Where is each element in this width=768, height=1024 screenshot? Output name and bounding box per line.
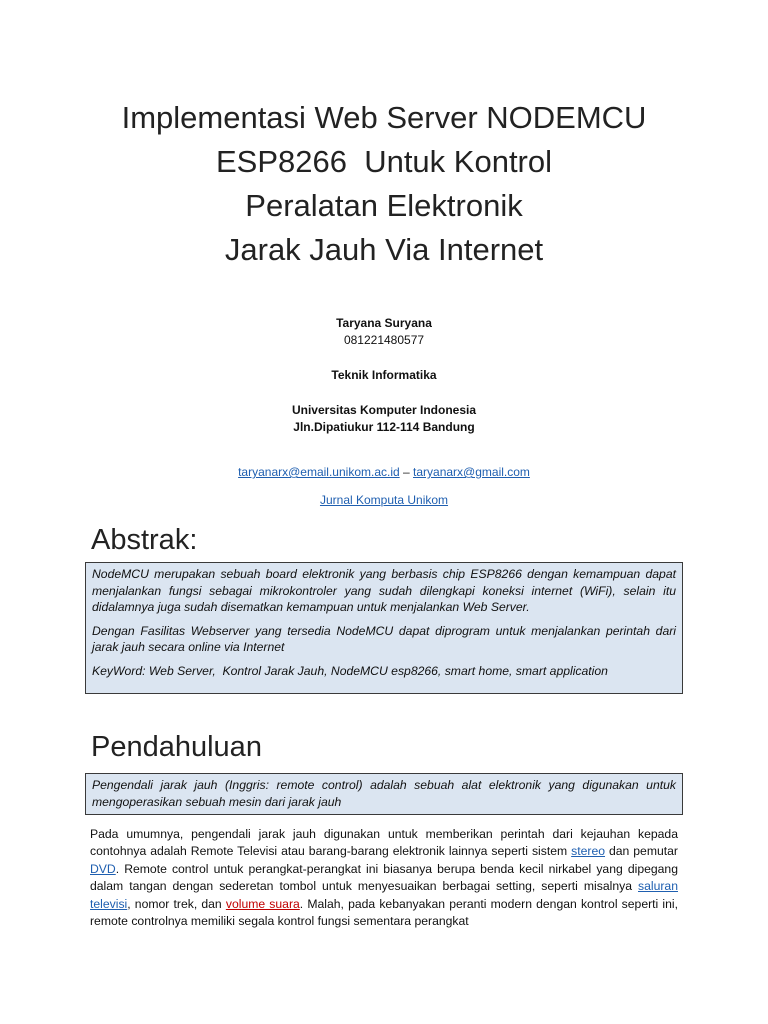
title-line-2: ESP8266 Untuk Kontrol xyxy=(215,144,553,179)
email-link-gmail[interactable]: taryanarx@gmail.com xyxy=(413,465,530,479)
email-separator: – xyxy=(399,465,414,479)
email-link-unikom[interactable]: taryanarx@email.unikom.ac.id xyxy=(238,465,400,479)
journal-line xyxy=(0,492,768,509)
author-university: Universitas Komputer Indonesia xyxy=(291,403,477,417)
email-line xyxy=(0,464,768,481)
abstract-paragraph-2: Dengan Fasilitas Webserver yang tersedia NodeMCU dapat diprogram untuk menjalankan perintah dari jarak jauh secara online via Internet xyxy=(92,623,676,654)
intro-box-text: Pengendali jarak jauh (Inggris: remote control) adalah sebuah alat elektronik yang digunakan untuk mengoperasikan sebuah mesin dari jarak jauh xyxy=(92,778,676,809)
abstract-box xyxy=(85,562,683,694)
author-address: Jln.Dipatiukur 112-114 Bandung xyxy=(293,420,475,434)
intro-box xyxy=(85,773,683,815)
title-line-4: Jarak Jauh Via Internet xyxy=(224,232,544,267)
title-line-1: Implementasi Web Server NODEMCU xyxy=(121,100,647,135)
paper-title xyxy=(0,96,768,272)
intro-text-part-1: Pada umumnya, pengendali jarak jauh digunakan untuk memberikan perintah dari kejauhan kepada contohnya adalah Remote Televisi atau barang-barang elektronik lainnya seperti sistem xyxy=(90,827,678,859)
abstract-keywords: KeyWord: Web Server, Kontrol Jarak Jauh, NodeMCU esp8266, smart home, smart application xyxy=(92,663,608,678)
abstract-paragraph-1: NodeMCU merupakan sebuah board elektronik yang berbasis chip ESP8266 dengan kemampuan dapat menjalankan fungsi sebagai mikrokontroler yang sudah dilengkapi koneksi internet (WiFi), selain itu didalamnya juga sudah disematkan kemampuan untuk menjalankan Web Server. xyxy=(92,567,676,614)
intro-paragraph xyxy=(90,826,678,930)
intro-text-part-3: . Remote control untuk perangkat-perangkat ini biasanya berupa benda kecil nirkabel yang dipegang dalam tangan dengan sederetan tombol untuk menyesuaikan berbagai setting, seperti misalnya xyxy=(90,861,678,894)
journal-link[interactable]: Jurnal Komputa Unikom xyxy=(319,493,449,507)
link-stereo[interactable]: stereo xyxy=(571,844,606,859)
link-volume-suara[interactable]: volume suara xyxy=(225,896,300,911)
intro-heading: Pendahuluan xyxy=(91,731,262,763)
intro-text-part-4: , nomor trek, dan xyxy=(127,896,226,911)
title-line-3: Peralatan Elektronik xyxy=(245,188,523,223)
abstract-heading: Abstrak: xyxy=(91,524,198,556)
author-name: Taryana Suryana xyxy=(336,316,432,330)
link-saluran-televisi[interactable]: saluran televisi xyxy=(90,879,678,911)
author-phone: 081221480577 xyxy=(343,333,425,347)
author-department: Teknik Informatika xyxy=(331,368,437,382)
link-dvd[interactable]: DVD xyxy=(90,861,116,876)
intro-text-part-2: dan pemutar xyxy=(605,844,678,859)
intro-text-part-5: . Malah, pada kebanyakan peranti modern dengan kontrol seperti ini, remote controlnya memiliki segala kontrol fungsi sementara perangkat xyxy=(90,896,678,929)
